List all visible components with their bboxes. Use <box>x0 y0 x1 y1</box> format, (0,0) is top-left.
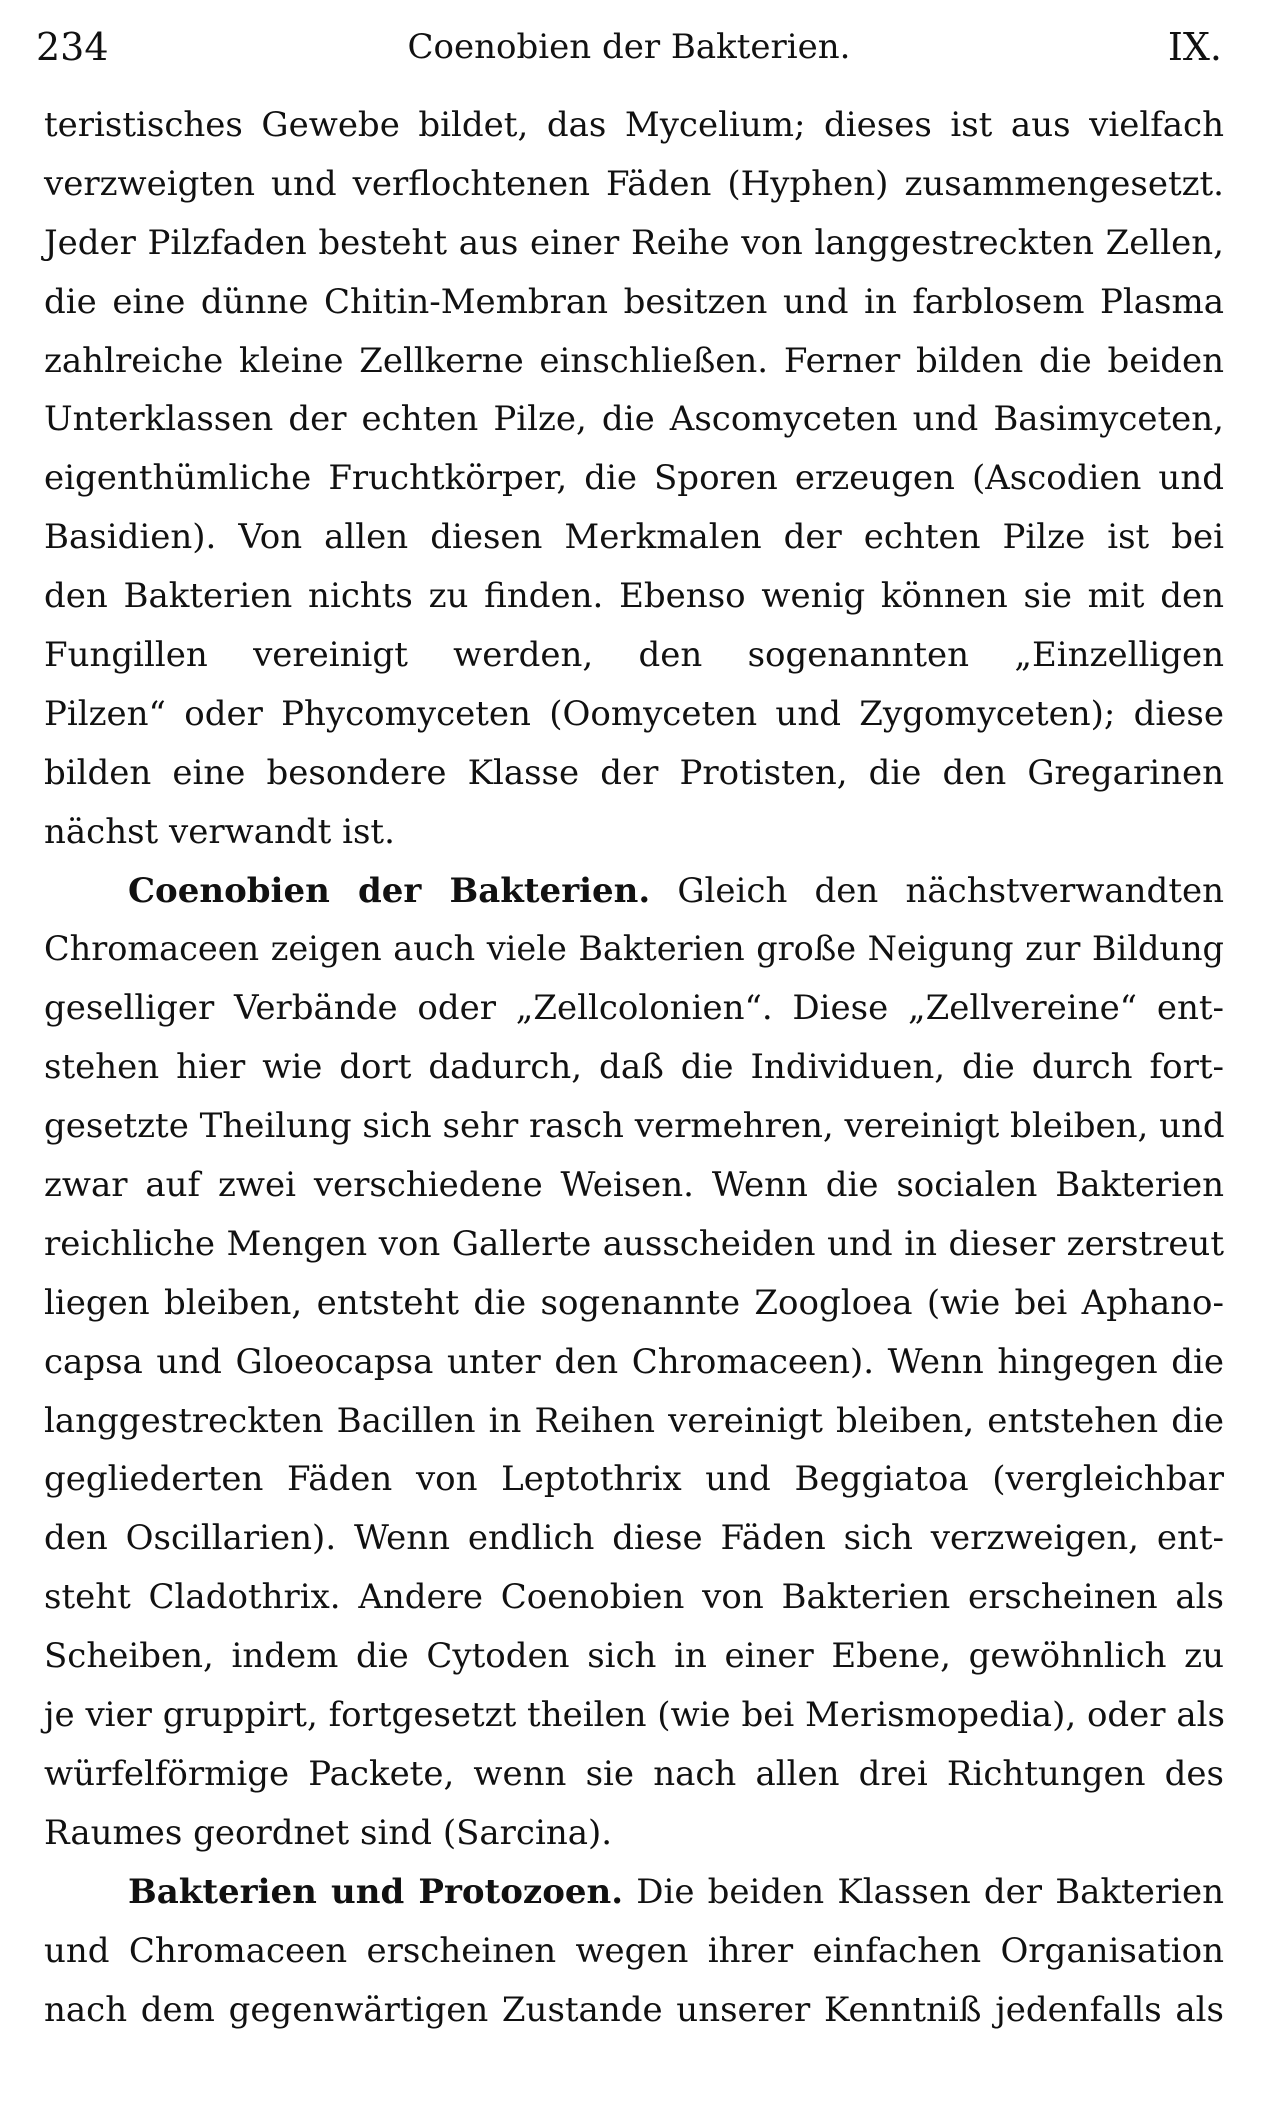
text-line: würfelförmige Packete, wenn sie nach allen drei Richtungen des <box>44 1753 1224 1794</box>
page-number: 234 <box>36 25 109 69</box>
text-line: Pilzen“ oder Phycomyceten (Oomyceten und Zygomyceten); diese <box>44 693 1224 734</box>
text-line: eigenthümliche Fruchtkörper, die Sporen erzeugen (Ascodien und <box>44 458 1224 499</box>
text-line: liegen bleiben, entsteht die sogenannte Zoogloea (wie bei Aphano- <box>44 1282 1224 1323</box>
text-line: bilden eine besondere Klasse der Protisten, die den Gregarinen <box>44 752 1224 793</box>
text-line: verzweigten und verflochtenen Fäden (Hyphen) zusammengesetzt. <box>44 163 1224 204</box>
text-line: Basidien). Von allen diesen Merkmalen der echten Pilze ist bei <box>44 517 1224 558</box>
text-line: Fungillen vereinigt werden, den sogenannten „Einzelligen <box>44 635 1224 676</box>
text-line: steht Cladothrix. Andere Coenobien von Bakterien erscheinen als <box>44 1577 1224 1618</box>
text-line: nächst verwandt ist. <box>44 811 395 852</box>
text-line: nach dem gegenwärtigen Zustande unserer Kenntniß jedenfalls als <box>44 1989 1224 2030</box>
text-line: reichliche Mengen von Gallerte ausscheiden und in dieser zerstreut <box>44 1223 1224 1264</box>
text-line: je vier gruppirt, fortgesetzt theilen (wie bei Merismopedia), oder als <box>44 1695 1225 1736</box>
text-line: den Bakterien nichts zu finden. Ebenso wenig können sie mit den <box>44 576 1224 617</box>
text-line: Raumes geordnet sind (Sarcina). <box>44 1812 613 1853</box>
text-line: gesetzte Theilung sich sehr rasch vermehren, vereinigt bleiben, und <box>44 1106 1225 1147</box>
text-line: langgestreckten Bacillen in Reihen vereinigt bleiben, entstehen die <box>44 1400 1224 1441</box>
text-line: Jeder Pilzfaden besteht aus einer Reihe von langgestreckten Zellen, <box>44 222 1224 263</box>
text-line: Unterklassen der echten Pilze, die Ascomyceten und Basimyceten, <box>44 399 1224 440</box>
text-line: capsa und Gloeocapsa unter den Chromaceen). Wenn hingegen die <box>44 1341 1224 1382</box>
section-heading-coenobien: Coenobien der Bakterien. <box>128 870 651 911</box>
paragraph-first-line <box>44 862 1224 921</box>
text-line: zahlreiche kleine Zellkerne einschließen. Ferner bilden die beiden <box>44 340 1224 381</box>
running-title: Coenobien der Bakterien. <box>407 27 851 67</box>
text-line: Chromaceen zeigen auch viele Bakterien große Neigung zur Bildung <box>44 929 1224 969</box>
chapter-number: IX. <box>1167 25 1222 69</box>
text-run: Die beiden Klassen der Bakterien <box>636 1871 1224 1912</box>
text-run: Gleich den nächstverwandten <box>677 870 1225 911</box>
text-line: die eine dünne Chitin-Membran besitzen und in farblosem Plasma <box>44 281 1224 322</box>
text-line: stehen hier wie dort dadurch, daß die Individuen, die durch fort- <box>44 1047 1224 1088</box>
section-heading-protozoen: Bakterien und Protozoen. <box>128 1871 624 1912</box>
running-header <box>36 22 1222 72</box>
text-line: den Oscillarien). Wenn endlich diese Fäden sich verzweigen, ent- <box>44 1518 1224 1559</box>
paragraph-first-line <box>44 1863 1224 1922</box>
text-body <box>44 96 1224 2039</box>
text-line: Scheiben, indem die Cytoden sich in einer Ebene, gewöhnlich zu <box>44 1636 1224 1677</box>
text-line: zwar auf zwei verschiedene Weisen. Wenn die socialen Bakterien <box>44 1165 1224 1206</box>
text-line: teristisches Gewebe bildet, das Mycelium; dieses ist aus vielfach <box>44 105 1224 145</box>
text-line: gegliederten Fäden von Leptothrix und Beggiatoa (vergleichbar <box>44 1459 1224 1500</box>
text-line: geselliger Verbände oder „Zellcolonien“. Diese „Zellvereine“ ent- <box>44 988 1224 1029</box>
text-line: und Chromaceen erscheinen wegen ihrer einfachen Organisation <box>44 1930 1224 1971</box>
